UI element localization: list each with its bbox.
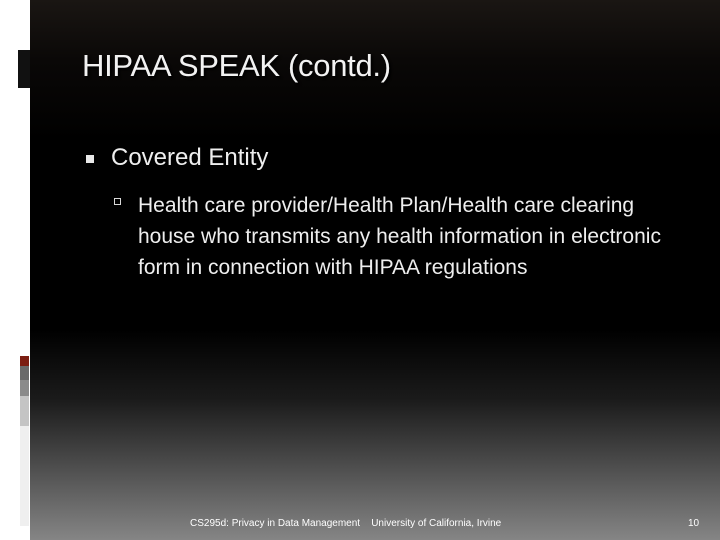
accent-block-lightest-gray	[20, 426, 29, 526]
slide-title: HIPAA SPEAK (contd.)	[82, 48, 391, 83]
page-number: 10	[688, 518, 700, 529]
slide-footer: CS295d: Privacy in Data Management University of California, Irvine	[190, 518, 502, 529]
bullet-level-1	[86, 144, 268, 172]
bullet-text: Health care provider/Health Plan/Health care clearing house who transmits any health information in electronic form in connection with HIPAA regulations	[138, 194, 661, 279]
title-accent-bar	[18, 50, 30, 88]
accent-block-light-gray	[20, 396, 29, 426]
square-bullet-icon	[86, 155, 94, 163]
accent-block-dark-gray	[20, 366, 29, 380]
bullet-text: Covered Entity	[111, 144, 269, 171]
hollow-square-bullet-icon	[114, 198, 121, 205]
accent-block-gray	[20, 380, 29, 396]
